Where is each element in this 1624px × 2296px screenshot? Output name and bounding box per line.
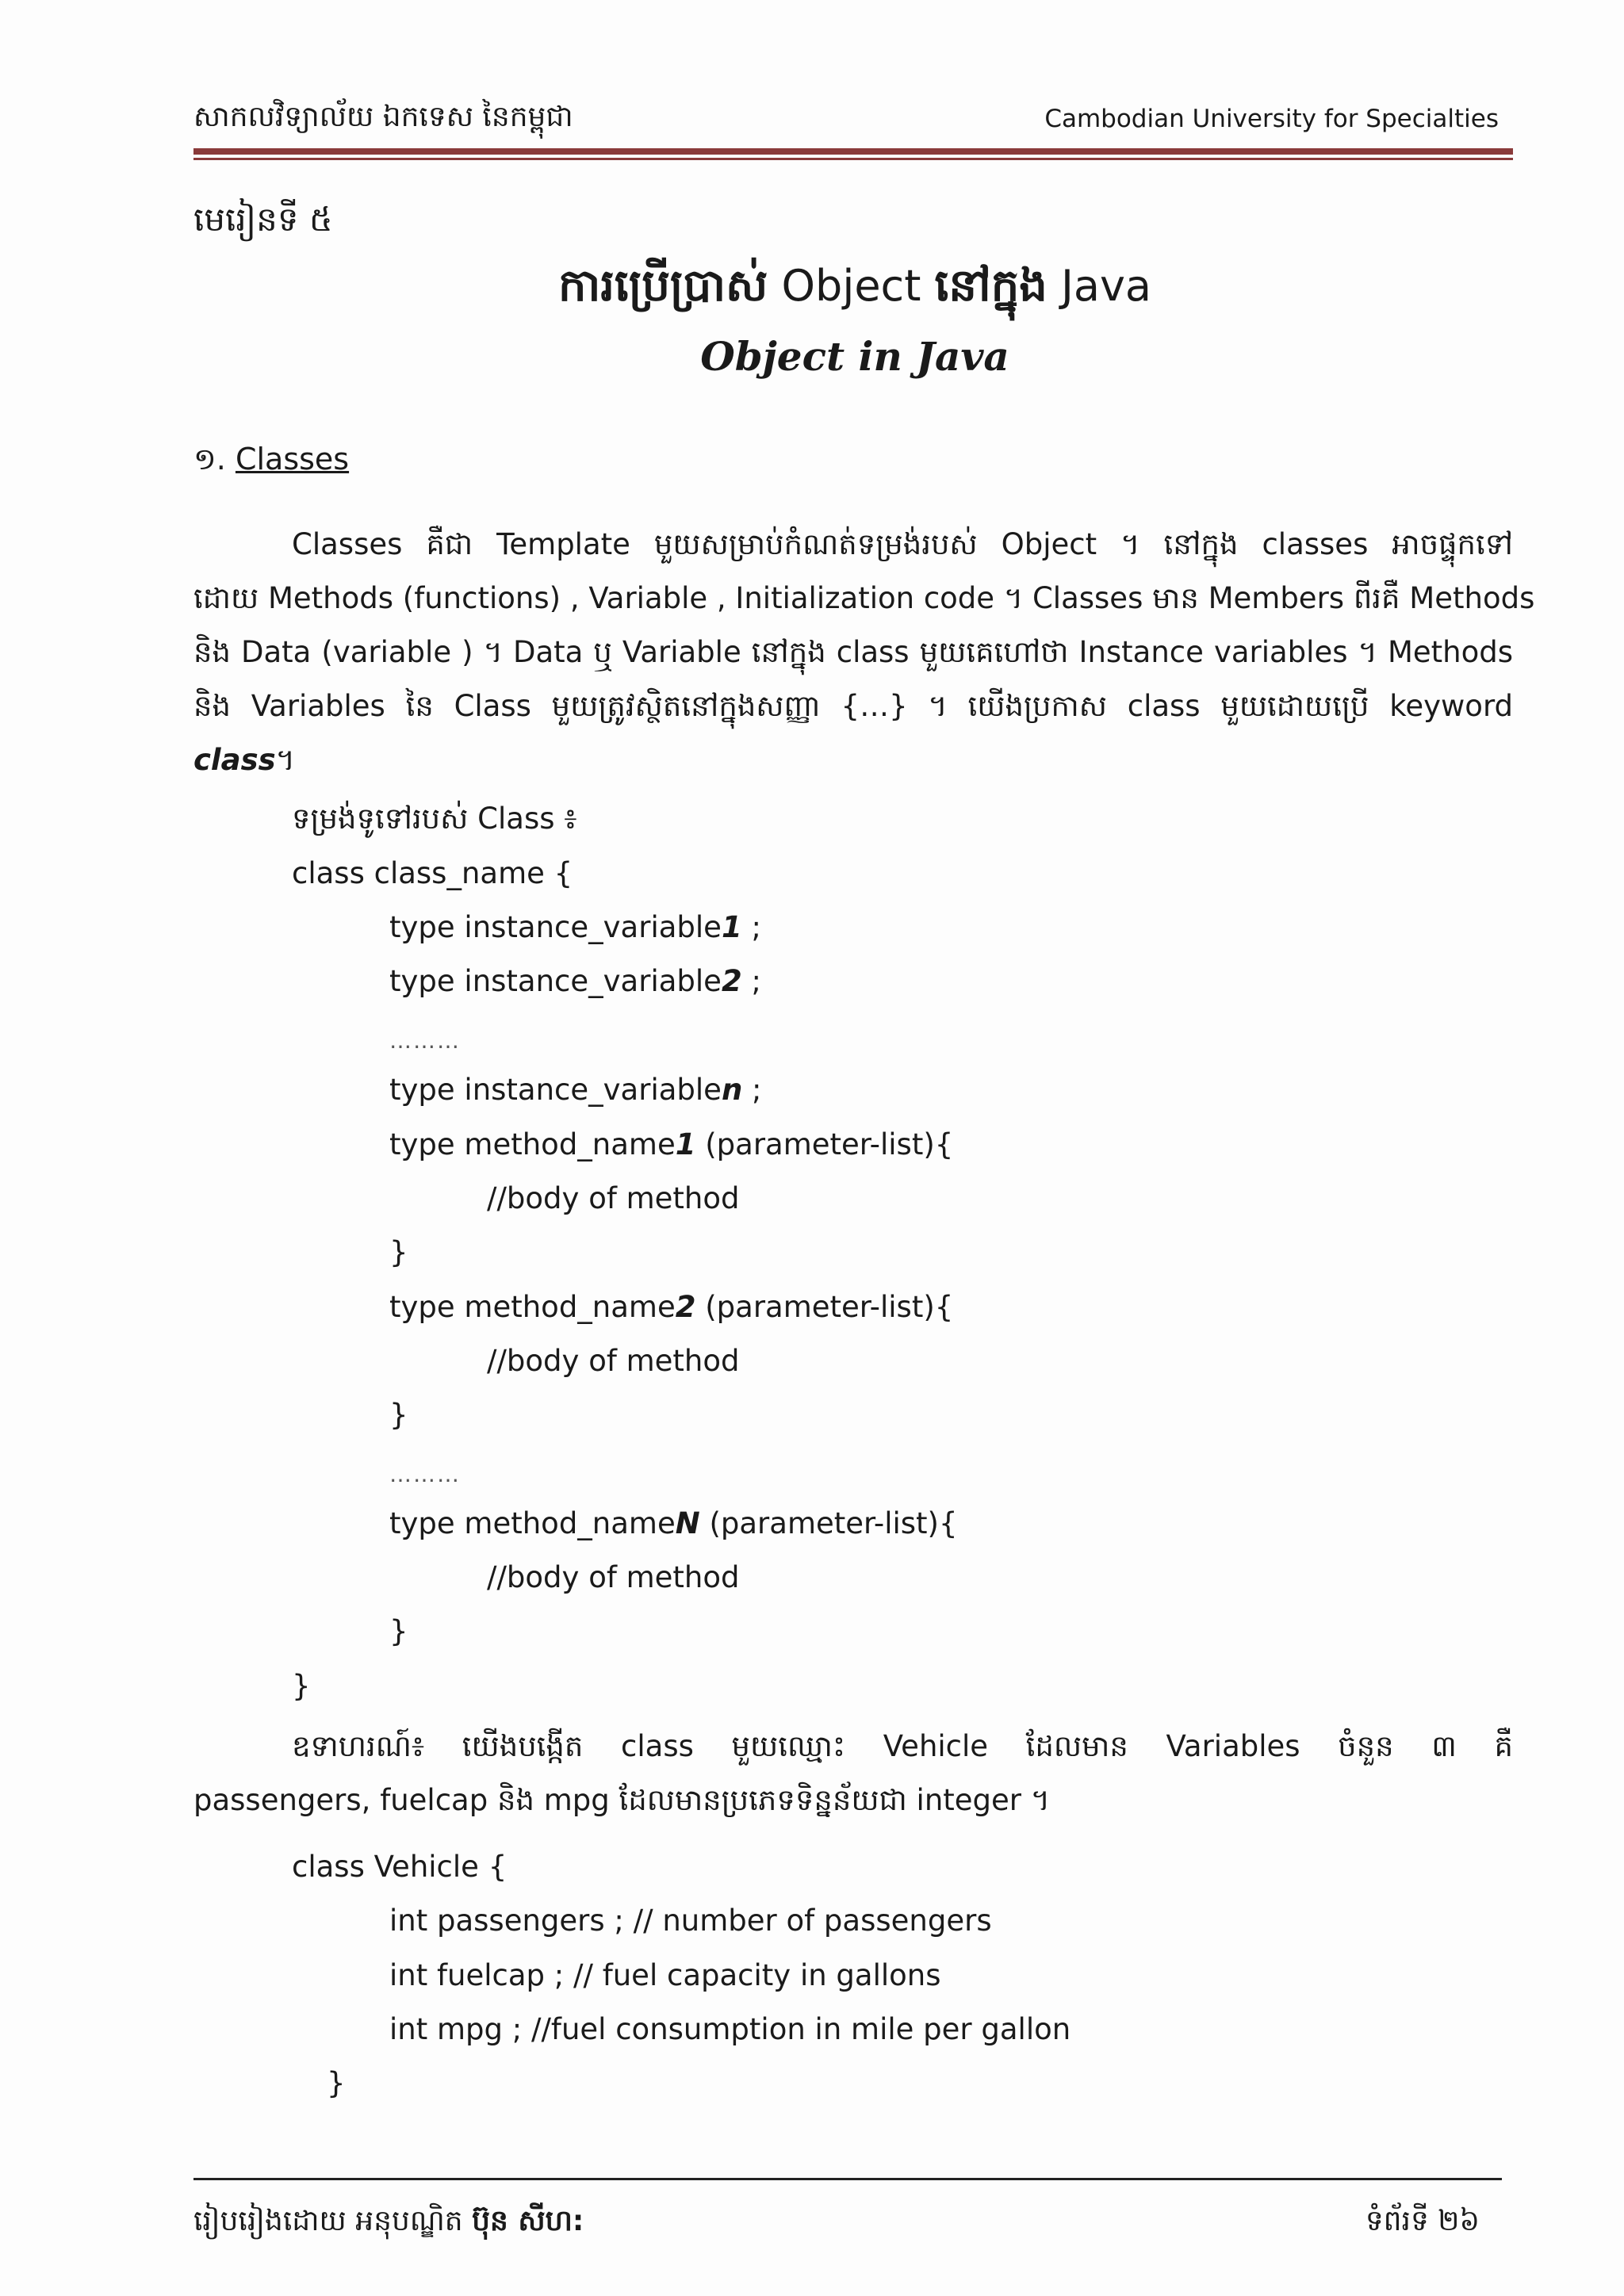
example-code-line-3: int mpg ; //fuel consumption in mile per gallon (389, 2012, 1071, 2046)
syntax-method-n (389, 1506, 958, 1540)
code-em: N (675, 1506, 700, 1540)
syntax-method-n-close: } (389, 1614, 408, 1648)
example-line-2: passengers, fuelcap និង mpg ដែលមានប្រភេទទិន្នន័យជា integer ។ (193, 1783, 1051, 1817)
page-number: ទំព័រទី ២៦ (1365, 2205, 1480, 2237)
code-em: n (721, 1073, 743, 1107)
intro-paragraph (193, 526, 1535, 796)
syntax-method-1-body: //body of method (487, 1181, 740, 1215)
code-text: type instance_variable (389, 910, 722, 944)
title-kh-1: ការប្រើប្រាស់ (557, 260, 768, 312)
footer-rule (193, 2178, 1502, 2180)
code-text: type method_name (389, 1290, 676, 1324)
syntax-class-close: } (292, 1669, 311, 1703)
code-text: ; (741, 964, 761, 998)
intro-line-5 (193, 742, 1513, 796)
code-text: ; (741, 910, 761, 944)
intro-line-2: ដោយ Methods (functions) , Variable , Initialization code ។ Classes មាន Members ពីរគឺ Methods (193, 581, 1535, 615)
section-heading (193, 440, 349, 484)
intro-end-mark: ។ (275, 743, 296, 777)
header-university-en: Cambodian University for Specialties (1044, 105, 1499, 133)
syntax-method-1-close: } (389, 1235, 408, 1269)
intro-line-3: និង Data (variable ) ។ Data ឬ Variable នៅក្នុង class មួយគេហៅថា Instance variables ។ Methods (193, 635, 1513, 669)
header-rule (193, 148, 1513, 155)
example-line-1: ឧទាហរណ៍៖ យើងបង្កើត class មួយឈ្មោះ Vehicle ដែលមាន Variables ចំនួន ៣ គឺ (292, 1729, 1513, 1763)
section-number: ១. (193, 442, 226, 476)
syntax-method-n-body: //body of method (487, 1560, 740, 1594)
code-text: type instance_variable (389, 964, 722, 998)
syntax-heading: ទម្រង់ទូទៅរបស់ Class ៖ (292, 802, 577, 836)
example-paragraph (193, 1728, 1513, 1836)
footer-author-name: ប៊ុន សីហ: (472, 2205, 584, 2237)
code-text: type method_name (389, 1127, 676, 1161)
section-label: Classes (235, 442, 350, 476)
header-university-kh: សាកលវិទ្យាល័យ ឯកទេស នៃកម្ពុជា (193, 101, 573, 133)
footer-author-prefix: រៀបរៀងដោយ អនុបណ្ឌិត (193, 2205, 463, 2237)
page-subtitle: Object in Java (700, 333, 1009, 380)
syntax-var-n (389, 1073, 762, 1107)
code-text: (parameter-list){ (699, 1506, 958, 1540)
intro-line-1: Classes គឺជា Template មួយសម្រាប់កំណត់ទម្រង់របស់ Object ។ នៅក្នុង classes អាចផ្ទុកទៅ (292, 527, 1513, 561)
code-text: (parameter-list){ (695, 1290, 954, 1324)
syntax-ellipsis-1: ……… (389, 1027, 461, 1054)
syntax-method-2 (389, 1290, 953, 1324)
title-kh-2: នៅក្នុង (934, 260, 1048, 312)
syntax-var-1 (389, 910, 761, 944)
code-text: type method_name (389, 1506, 676, 1540)
example-class-close: } (327, 2066, 346, 2100)
syntax-ellipsis-2: ……… (389, 1461, 461, 1487)
example-code-line-2: int fuelcap ; // fuel capacity in gallons (389, 1958, 941, 1992)
syntax-var-2 (389, 964, 761, 998)
code-text: (parameter-list){ (695, 1127, 954, 1161)
code-em: 1 (675, 1127, 696, 1161)
header-rule-thin (193, 158, 1513, 160)
syntax-method-2-close: } (389, 1398, 408, 1432)
code-em: 1 (721, 910, 742, 944)
example-class-open: class Vehicle { (292, 1850, 508, 1884)
syntax-method-1 (389, 1127, 953, 1161)
example-code-line-1: int passengers ; // number of passengers (389, 1904, 992, 1938)
code-text: type instance_variable (389, 1073, 722, 1107)
title-en-2: Java (1060, 261, 1152, 311)
lesson-label: មេរៀនទី ៥ (193, 200, 333, 239)
footer-author (193, 2202, 584, 2244)
code-em: 2 (675, 1290, 696, 1324)
title-en-1: Object (781, 261, 921, 311)
page-title (0, 258, 1624, 323)
keyword-class: class (193, 743, 276, 777)
code-text: ; (742, 1073, 762, 1107)
syntax-method-2-body: //body of method (487, 1344, 740, 1378)
intro-line-4: និង Variables នៃ Class មួយត្រូវស្ថិតនៅក្នុងសញ្ញា {…} ។ យើងប្រកាស class មួយដោយប្រើ keyword (193, 689, 1513, 723)
syntax-class-open: class class_name { (292, 856, 573, 890)
code-em: 2 (721, 964, 742, 998)
